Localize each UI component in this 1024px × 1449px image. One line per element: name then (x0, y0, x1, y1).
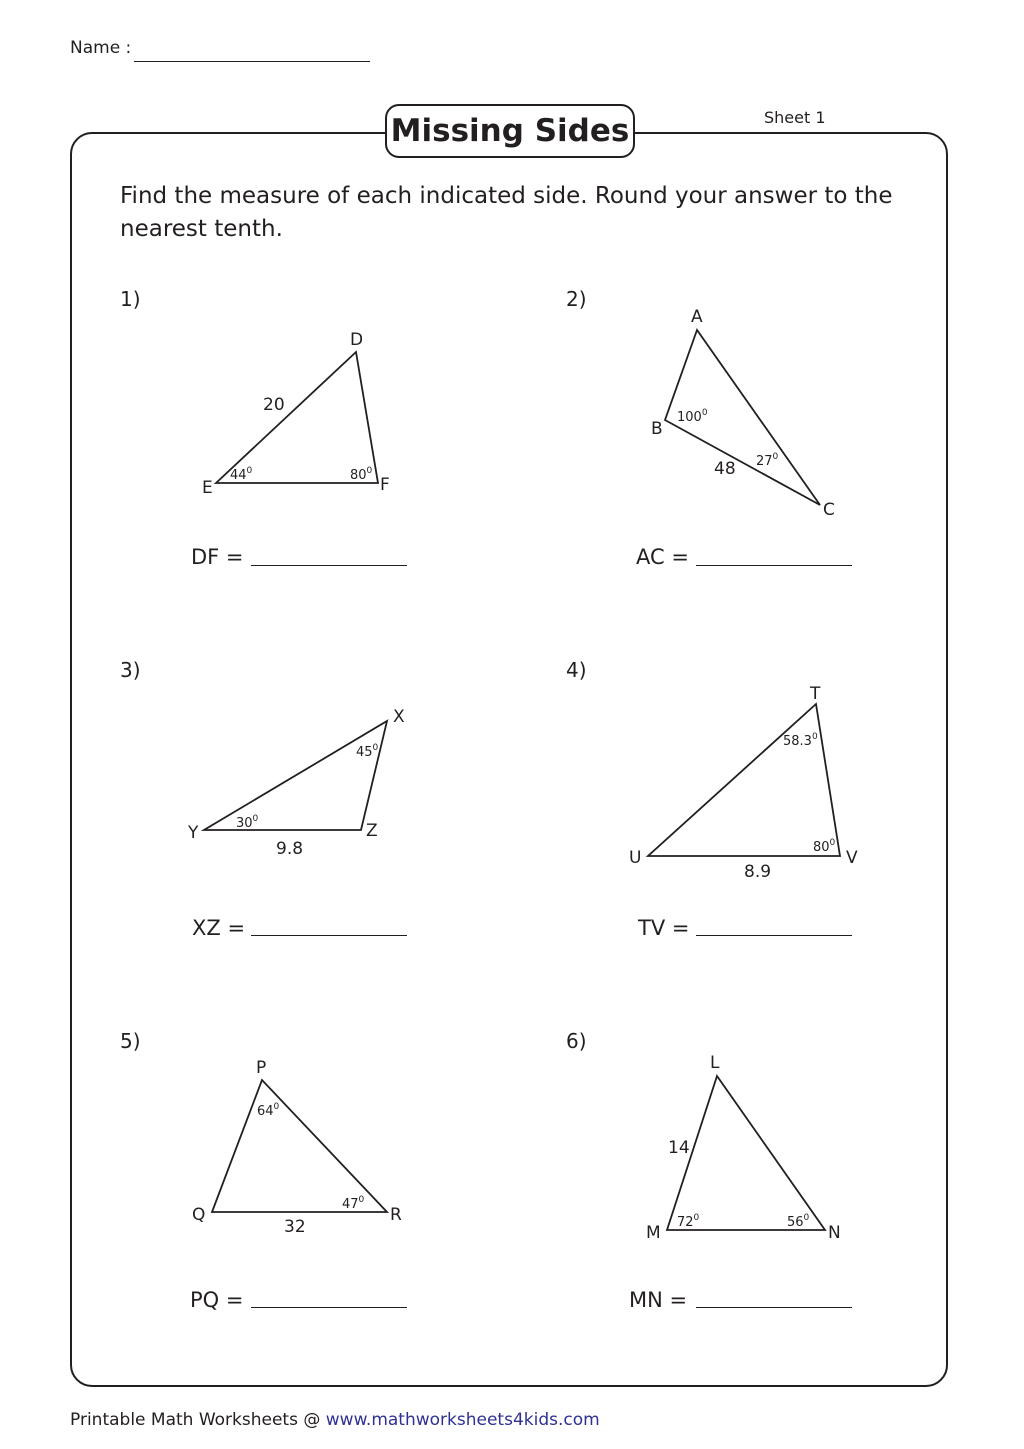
answer-blank-4[interactable] (696, 935, 852, 936)
angle-label: $100^0$ (677, 408, 708, 425)
vertex-label: N (828, 1223, 841, 1243)
angle-label: $44^0$ (230, 466, 253, 483)
side-length: 20 (263, 395, 285, 415)
answer-blank-5[interactable] (251, 1307, 407, 1308)
angle-label: $80^0$ (350, 466, 373, 483)
side-length: 14 (668, 1138, 690, 1158)
instructions: Find the measure of each indicated side. Round your answer to the nearest tenth. (120, 183, 893, 242)
answer-label-2: AC = (636, 545, 689, 569)
triangle-tuv (648, 704, 840, 856)
angle-label: $80^0$ (813, 838, 836, 855)
problem-number-6: 6) (566, 1029, 587, 1053)
side-length: 48 (714, 459, 736, 479)
vertex-label: F (380, 475, 390, 495)
side-length: 9.8 (276, 839, 304, 859)
vertex-label: Z (366, 821, 378, 841)
name-label: Name : (70, 38, 132, 58)
footer-prefix: Printable Math Worksheets @ (70, 1410, 326, 1430)
problem-number-3: 3) (120, 658, 141, 682)
side-length: 32 (284, 1217, 306, 1237)
answer-blank-6[interactable] (696, 1307, 852, 1308)
answer-label-6: MN = (629, 1288, 688, 1312)
problem-number-4: 4) (566, 658, 587, 682)
vertex-label: Y (188, 823, 199, 843)
vertex-label: T (810, 684, 821, 704)
vertex-label: Q (192, 1205, 206, 1225)
vertex-label: X (393, 707, 405, 727)
vertex-label: A (691, 307, 703, 327)
answer-label-1: DF = (191, 545, 244, 569)
footer (70, 1410, 600, 1430)
vertex-label: V (846, 848, 858, 868)
angle-label: $45^0$ (356, 743, 379, 760)
answer-blank-1[interactable] (251, 565, 407, 566)
answer-label-3: XZ = (192, 916, 246, 940)
angle-label: $47^0$ (342, 1195, 365, 1212)
angle-label: 58.3$^0$ (783, 732, 818, 749)
angle-label: $72^0$ (677, 1213, 700, 1230)
page-title: Missing Sides (385, 104, 635, 158)
triangle-pqr (212, 1080, 387, 1212)
side-length: 8.9 (744, 862, 772, 882)
vertex-label: B (651, 419, 663, 439)
vertex-label: D (350, 330, 364, 350)
vertex-label: E (202, 478, 213, 498)
sheet-label: Sheet 1 (764, 108, 826, 127)
triangle-lmn (667, 1076, 825, 1230)
problem-number-5: 5) (120, 1029, 141, 1053)
problem-number-2: 2) (566, 287, 587, 311)
vertex-label: U (629, 848, 642, 868)
answer-label-5: PQ = (190, 1288, 244, 1312)
angle-label: $30^0$ (236, 814, 259, 831)
angle-label: $56^0$ (787, 1213, 810, 1230)
triangle-def (216, 352, 378, 483)
vertex-label: C (823, 500, 835, 520)
vertex-label: P (256, 1058, 267, 1078)
vertex-label: M (646, 1223, 661, 1243)
angle-label: $64^0$ (257, 1102, 280, 1119)
answer-label-4: TV = (638, 916, 690, 940)
footer-link[interactable]: www.mathworksheets4kids.com (325, 1410, 600, 1430)
triangle-xyz (204, 721, 387, 830)
answer-blank-2[interactable] (696, 565, 852, 566)
angle-label: $27^0$ (756, 452, 779, 469)
answer-blank-3[interactable] (251, 935, 407, 936)
problem-number-1: 1) (120, 287, 141, 311)
vertex-label: L (710, 1053, 720, 1073)
vertex-label: R (390, 1205, 402, 1225)
